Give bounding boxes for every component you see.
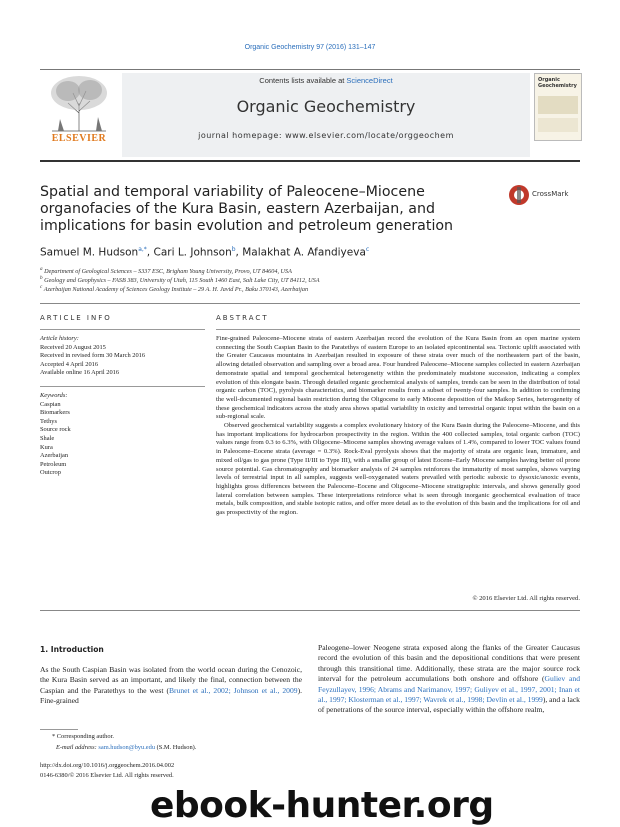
cover-title: Organic Geochemistry [538, 77, 577, 89]
introduction-heading: 1. Introduction [40, 645, 104, 654]
article-history [40, 335, 205, 378]
keyword: Petroleum [40, 460, 67, 468]
author-sup[interactable]: a,* [138, 246, 147, 253]
doi-link[interactable]: http://dx.doi.org/10.1016/j.orggeochem.2016.04.002 [40, 762, 175, 769]
corresponding-author-note: * Corresponding author. [52, 733, 114, 740]
cover-band [538, 96, 578, 114]
journal-cover-thumbnail [534, 73, 582, 141]
elsevier-tree-logo [40, 73, 118, 141]
intro-text: ), and a lack of penetrations of the source interval, especially within the offshore realm, [318, 695, 580, 715]
affiliation [40, 266, 292, 275]
history-item: Accepted 4 April 2016 [40, 360, 99, 368]
history-label: Article history: [40, 335, 79, 342]
affiliation-text: Azerbaijan National Academy of Sciences Geology Institute – 29 A. H. Javid Pr., Baku 370143, Azerbaijan [43, 286, 309, 294]
abstract-paragraph: Observed geochemical variability suggests a complex evolutionary history of the Kura Basin during the Paleocene–Miocene, and this has important implications for hydrocarbon prospectivity in the region. Within the 400 collected samples, total organic carbon (TOC) values range from 0.3 to 6.3%, with Oligocene–Miocene samples showing average values of 1.4%, compared to lower TOC values found in Paleocene–Eocene strata (average = 0.3%). Rock-Eval pyrolysis shows that the majority of strata are organic lean, immature, and mixed oil/gas to gas prone (Type II/III to Type III), with a smaller group of latest Eocene–Early Miocene samples having better oil prone source potential. Gas chromatography and biomarker analysis of 24 samples reinforces the immaturity of most samples, shows varying levels of terrestrial input in all samples, suggests well-oxygenated waters prevailed with periodic suboxic to dysoxic/anoxic events, highlights gross differences between the Paleocene–Eocene and Oligocene–Miocene stratigraphic intervals, and shows generally good lateral correlation between samples. These interpretations reinforce what is seen through inorganic geochemical evaluation of trace metals, bulk composition, and stable isotopic ratios, and offer more detail as to the evolution of this basin and the implications for oil and gas prospectivity of the region. [216, 422, 580, 517]
intro-right-column [318, 643, 580, 716]
corresponding-text: Corresponding author. [56, 733, 114, 740]
affiliation-sup: a [40, 266, 43, 272]
article-info-rule [40, 329, 205, 330]
email-note [56, 744, 196, 751]
author-name: Malakhat A. Afandiyeva [242, 246, 366, 259]
intro-text: ). Fine-grained [40, 685, 302, 706]
abstract-copyright: © 2016 Elsevier Ltd. All rights reserved. [472, 595, 580, 602]
cover-band [538, 118, 578, 132]
issn-line: 0146-6380/© 2016 Elsevier Ltd. All rights reserved. [40, 772, 174, 779]
keyword: Source rock [40, 426, 71, 434]
keywords-label: Keywords: [40, 392, 68, 399]
contents-prefix: Contents lists available at [259, 76, 347, 85]
keywords-rule [40, 386, 205, 387]
footnote-rule [40, 729, 78, 730]
elsevier-wordmark: ELSEVIER [51, 133, 107, 144]
keyword: Tethys [40, 417, 57, 425]
author-name: Samuel M. Hudson [40, 246, 139, 259]
intro-left-column [40, 665, 302, 707]
journal-citation[interactable]: Organic Geochemistry 97 (2016) 131–147 [244, 44, 376, 51]
contents-line [122, 76, 530, 85]
abstract-body [216, 335, 580, 518]
author-sup[interactable]: b [231, 246, 236, 253]
abstract-heading: ABSTRACT [216, 314, 269, 322]
affiliation-text: Department of Geological Sciences – S337 ESC, Brigham Young University, Provo, UT 84604, USA [44, 268, 292, 276]
citation-link[interactable]: Guliev and Feyzullayev, 1996; Abrams and Narimanov, 1997; Guliyev et al., 1997, 2001; Inan et al., 1997; Klosterman et al., 1997; Wavrek et al., 1998; Devlin et al., 1999 [318, 674, 580, 705]
abstract-paragraph: Fine-grained Paleocene–Miocene strata of eastern Azerbaijan record the evolution of the Kura Basin from an open marine system connecting the South Caspian Basin to the Paratethys of eastern Europe to an isolated epicontinental sea. Tectonic uplift associated with the Greater Caucasus mountains in Azerbaijan resulted in exposure of these strata over much of the northeastern part of the basin, allowing detailed observation and sampling over a broad area. Four hundred Paleocene–Miocene samples collected in eastern Azerbaijan demonstrate spatial and temporal geochemical heterogeneity within the predominately mudstone succession, indicating a complex evolution of this elongate basin. Through detailed organic geochemical analysis of samples, trends can be seen in the distribution of total organic carbon (TOC), pyrolysis characteristics, and biomarker results from a subset of twenty-four samples. In addition to confirming the well-documented regional basin restriction during the Oligocene to early Miocene deposition of the Maikop Series, heterogeneity of these geochemical indicators across the study area shows spatial variability in oxicity and terrestrial organic input within the basin on a sub-regional scale. [216, 335, 580, 421]
keyword: Shale [40, 434, 55, 442]
affiliation-sup: c [40, 284, 43, 290]
section-divider [40, 303, 580, 304]
email-link[interactable]: sam.hudson@byu.edu [98, 744, 156, 751]
article-info-heading: ARTICLE INFO [40, 314, 112, 322]
affiliation [40, 284, 308, 293]
watermark-text: ebook-hunter.org [150, 785, 494, 826]
affiliation [40, 275, 320, 284]
keyword: Biomarkers [40, 409, 70, 417]
intro-text: Paleogene–lower Neogene strata exposed along the flanks of the Greater Caucasus record the evolution of this basin and the depositional conditions that were present through this transitional time. Additionally, these strata are the major source rock interval for the petroleum accumulations both onshore and offshore ( [318, 643, 580, 684]
keyword: Caspian [40, 400, 61, 408]
citation-link[interactable]: Brunet et al., 2002; Johnson et al., 2009 [168, 685, 298, 695]
history-item: Received 20 August 2015 [40, 343, 106, 351]
crossmark-badge[interactable] [508, 183, 578, 213]
intro-text: As the South Caspian Basin was isolated from the world ocean during the Cenozoic, the Kura Basin served as an important, and likely the final, connection between the Caspian and the Paratethys to the west ( [40, 665, 302, 695]
header-bottom-rule [40, 160, 580, 162]
author-list: Samuel M. Hudson$^{a,*}$, Cari L. Johnson$^b$, Malakhat A. Afandiyeva$^c$ [40, 246, 370, 259]
header-top-rule [40, 69, 580, 70]
author-sup[interactable]: c [365, 246, 370, 253]
journal-title: Organic Geochemistry [236, 97, 416, 116]
keyword: Kura [40, 443, 53, 451]
author-name: Cari L. Johnson [153, 246, 232, 259]
sciencedirect-link[interactable]: ScienceDirect [346, 76, 393, 85]
history-item: Received in revised form 30 March 2016 [40, 352, 146, 360]
crossmark-icon [508, 184, 530, 206]
paper-title: Spatial and temporal variability of Paleocene–Miocene organofacies of the Kura Basin, eastern Azerbaijan, and implications for basin evolution and petroleum generation [40, 184, 454, 234]
section-divider [40, 610, 580, 611]
history-item: Available online 16 April 2016 [40, 369, 120, 377]
crossmark-label: CrossMark [532, 190, 569, 198]
affiliation-sup: b [40, 275, 43, 281]
keyword: Outcrop [40, 469, 61, 477]
email-tail: (S.M. Hudson). [156, 744, 197, 751]
keyword: Azerbaijan [40, 452, 69, 460]
email-label: E-mail address: [56, 744, 97, 751]
keyword-list [40, 392, 205, 478]
abstract-rule [216, 329, 580, 330]
journal-homepage[interactable]: journal homepage: www.elsevier.com/locate/orggeochem [198, 131, 454, 140]
affiliation-text: Geology and Geophysics – FASB 383, University of Utah, 115 South 1460 East, Salt Lake City, UT 84112, USA [44, 277, 320, 285]
